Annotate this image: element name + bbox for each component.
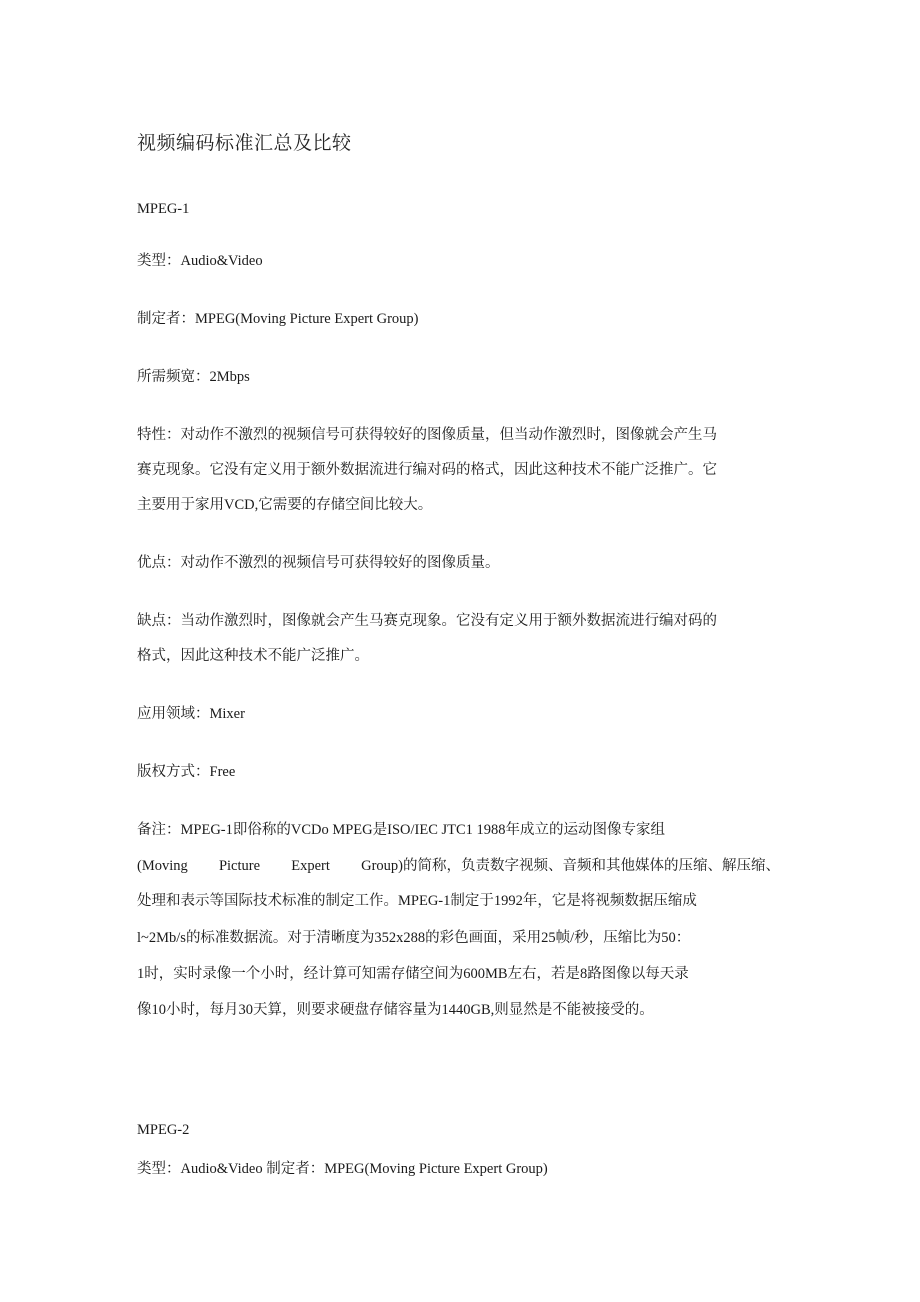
notes-line-3: 处理和表示等国际技术标准的制定工作。MPEG-1制定于1992年，它是将视频数据压缩成	[137, 893, 697, 909]
cons-line-1: 缺点：当动作激烈时，图像就会产生马赛克现象。它没有定义用于额外数据流进行编对码的	[137, 613, 717, 629]
type-line: 类型：Audio&Video	[137, 253, 263, 269]
pros-line: 优点：对动作不激烈的视频信号可获得较好的图像质量。	[137, 555, 500, 571]
application-line: 应用领域：Mixer	[137, 706, 245, 722]
maker-line: 制定者：MPEG(Moving Picture Expert Group)	[137, 311, 419, 327]
notes-word: Group)的简称，负责数字视频、音频和其他媒体的压缩、解压缩、	[361, 858, 780, 874]
type-maker-line: 类型：Audio&Video 制定者：MPEG(Moving Picture Expert Group)	[137, 1161, 548, 1177]
notes-line-2	[137, 857, 780, 875]
page-title: 视频编码标准汇总及比较	[137, 132, 352, 154]
notes-line-6: 像10小时，每月30天算，则要求硬盘存储容量为1440GB,则显然是不能被接受的。	[137, 1002, 654, 1018]
notes-word: Picture	[218, 858, 261, 874]
notes-word: Expert	[291, 858, 330, 874]
notes-line-1: 备注：MPEG-1即俗称的VCDo MPEG是ISO/IEC JTC1 1988年成立的运动图像专家组	[137, 822, 666, 838]
features-line-1: 特性：对动作不激烈的视频信号可获得较好的图像质量，但当动作激烈时，图像就会产生马	[137, 427, 717, 443]
notes-word: (Moving	[137, 858, 188, 874]
bandwidth-line: 所需频宽：2Mbps	[137, 369, 250, 385]
license-line: 版权方式：Free	[137, 764, 236, 780]
section-heading-mpeg1: MPEG-1	[137, 201, 190, 217]
features-line-2: 赛克现象。它没有定义用于额外数据流进行编对码的格式，因此这种技术不能广泛推广。它	[137, 462, 717, 478]
notes-line-5: 1时，实时录像一个小时，经计算可知需存储空间为600MB左右，若是8路图像以每天录	[137, 966, 689, 982]
features-line-3: 主要用于家用VCD,它需要的存储空间比较大。	[137, 497, 433, 513]
notes-line-4: l~2Mb/s的标准数据流。对于清晰度为352x288的彩色画面，采用25帧/秒，压缩比为50：	[137, 930, 691, 946]
cons-line-2: 格式，因此这种技术不能广泛推广。	[137, 648, 369, 664]
section-heading-mpeg2: MPEG-2	[137, 1122, 190, 1138]
